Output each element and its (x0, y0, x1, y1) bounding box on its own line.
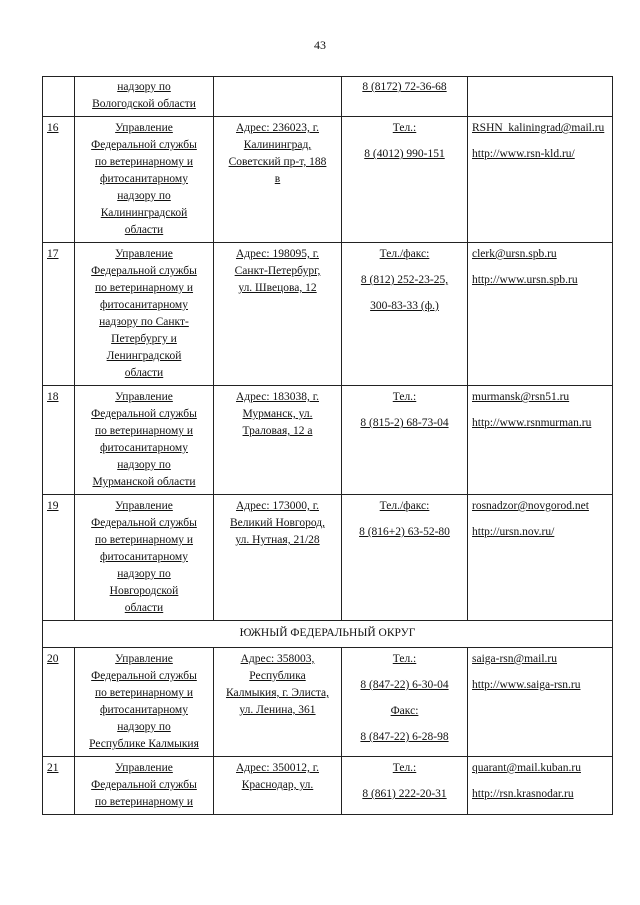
organization-name-line: надзору по (117, 568, 171, 580)
contact-cell[interactable] (468, 495, 613, 621)
phone-cell (342, 495, 468, 621)
organization-name-line: надзору по (117, 721, 171, 733)
address-cell-line: в (274, 173, 281, 185)
contact-cell[interactable] (468, 117, 613, 243)
organization-name-line: надзору по (117, 190, 171, 202)
phone-cell-line: 8 (861) 222-20-31 (362, 788, 447, 800)
organization-name-line: фитосанитарному (100, 704, 188, 716)
row-number: 21 (43, 757, 75, 815)
table-row (43, 757, 613, 815)
organization-name-line: по ветеринарному и (94, 796, 194, 808)
phone-cell-line: 8 (816+2) 63-52-80 (359, 526, 450, 538)
address-cell (214, 648, 342, 757)
table-row (43, 386, 613, 495)
phone-cell-line: Факс: (390, 705, 419, 717)
contact-cell-line[interactable]: murmansk@rsn51.ru (472, 391, 570, 403)
phone-cell-line: 8 (815-2) 68-73-04 (360, 417, 449, 429)
address-cell (214, 757, 342, 815)
address-cell-line: Калмыкия, г. Элиста, (225, 687, 329, 699)
organization-name-line: по ветеринарному и (94, 282, 194, 294)
organization-name-line: Управление (115, 500, 173, 512)
organization-name-line: области (124, 602, 164, 614)
address-cell-line: Адрес: 358003, (240, 653, 315, 665)
organization-name (75, 77, 214, 117)
address-cell (214, 243, 342, 386)
row-number (43, 77, 75, 117)
organization-name-line: Управление (115, 391, 173, 403)
phone-cell-line: 8 (847-22) 6-30-04 (360, 679, 449, 691)
address-cell-line: Краснодар, ул. (241, 779, 314, 791)
phone-cell-line: 8 (847-22) 6-28-98 (360, 731, 449, 743)
organization-name-line: Новгородской (109, 585, 179, 597)
phone-cell-line: Тел.: (392, 122, 417, 134)
contact-cell-line[interactable]: http://www.rsn-kld.ru/ (472, 148, 575, 160)
phone-cell-line: Тел./факс: (379, 248, 430, 260)
contact-cell-line[interactable]: saiga-rsn@mail.ru (472, 653, 557, 665)
phone-cell-line: Тел.: (392, 391, 417, 403)
phone-cell-line: 8 (8172) 72-36-68 (362, 81, 447, 93)
organization-name-line: Калининградской (100, 207, 188, 219)
phone-cell-line: 8 (812) 252-23-25, (360, 274, 449, 286)
address-cell-line: Адрес: 183038, г. (235, 391, 319, 403)
phone-cell-line: Тел.: (392, 762, 417, 774)
organization-name-line: надзору по (117, 459, 171, 471)
table-body (43, 77, 613, 621)
organization-name (75, 648, 214, 757)
organization-name-line: Федеральной службы (91, 139, 197, 151)
table-body-south (43, 648, 613, 815)
address-cell-line: Адрес: 198095, г. (235, 248, 319, 260)
address-cell-line: Адрес: 173000, г. (235, 500, 319, 512)
row-number: 20 (43, 648, 75, 757)
contact-cell-line[interactable]: http://rsn.krasnodar.ru (472, 788, 574, 800)
phone-cell (342, 117, 468, 243)
contact-cell-line[interactable]: http://www.ursn.spb.ru (472, 274, 578, 286)
registry-table (42, 76, 613, 815)
contact-cell-line[interactable]: rosnadzor@novgorod.net (472, 500, 589, 512)
address-cell-line: Великий Новгород, (230, 517, 325, 529)
contact-cell-line[interactable]: http://www.rsnmurman.ru (472, 417, 592, 429)
organization-name-line: по ветеринарному и (94, 534, 194, 546)
phone-cell (342, 386, 468, 495)
address-cell-line: Адрес: 350012, г. (235, 762, 319, 774)
address-cell (214, 495, 342, 621)
address-cell-line: Советский пр-т, 188 (228, 156, 327, 168)
organization-name-line: Управление (115, 122, 173, 134)
district-row (43, 621, 613, 648)
address-cell-line: Санкт-Петербург, (234, 265, 321, 277)
address-cell-line: Адрес: 236023, г. (235, 122, 319, 134)
phone-cell-line: 300-83-33 (ф.) (370, 300, 439, 312)
contact-cell[interactable] (468, 757, 613, 815)
organization-name-line: области (124, 367, 164, 379)
phone-cell (342, 77, 468, 117)
row-number: 19 (43, 495, 75, 621)
organization-name-line: Федеральной службы (91, 408, 197, 420)
address-cell-line: ул. Ленина, 361 (239, 704, 316, 716)
page-number: 43 (314, 38, 326, 52)
organization-name-line: Ленинградской (106, 350, 182, 362)
table-row (43, 648, 613, 757)
address-cell-line: ул. Нутная, 21/28 (235, 534, 320, 546)
row-number: 17 (43, 243, 75, 386)
address-cell-line: Траловая, 12 а (242, 425, 313, 437)
organization-name-line: Федеральной службы (91, 265, 197, 277)
organization-name-line: Федеральной службы (91, 517, 197, 529)
organization-name (75, 495, 214, 621)
organization-name-line: фитосанитарному (100, 551, 188, 563)
table-row (43, 243, 613, 386)
phone-cell-line: 8 (4012) 990-151 (364, 148, 445, 160)
organization-name-line: Управление (115, 653, 173, 665)
address-cell-line: ул. Швецова, 12 (238, 282, 317, 294)
phone-cell (342, 648, 468, 757)
phone-cell (342, 757, 468, 815)
contact-cell-line[interactable]: RSHN_kaliningrad@mail.ru (472, 122, 605, 134)
address-cell-line: Калининград, (243, 139, 312, 151)
contact-cell[interactable] (468, 648, 613, 757)
organization-name-line: Республике Калмыкия (89, 738, 199, 750)
organization-name-line: Петербургу и (111, 333, 177, 345)
contact-cell-line[interactable]: quarant@mail.kuban.ru (472, 762, 581, 774)
organization-name (75, 757, 214, 815)
contact-cell[interactable] (468, 243, 613, 386)
row-number: 18 (43, 386, 75, 495)
organization-name-line: фитосанитарному (100, 299, 188, 311)
organization-name-line: области (124, 224, 164, 236)
contact-cell-line[interactable]: http://ursn.nov.ru/ (472, 526, 555, 538)
contact-cell-line[interactable]: clerk@ursn.spb.ru (472, 248, 557, 260)
table-row (43, 495, 613, 621)
address-cell (214, 386, 342, 495)
organization-name-line: надзору по (117, 81, 171, 93)
district-heading: ЮЖНЫЙ ФЕДЕРАЛЬНЫЙ ОКРУГ (43, 621, 613, 648)
address-cell-line: Мурманск, ул. (242, 408, 313, 420)
organization-name-line: Управление (115, 762, 173, 774)
organization-name-line: фитосанитарному (100, 173, 188, 185)
organization-name-line: Федеральной службы (91, 779, 197, 791)
contact-cell[interactable] (468, 77, 613, 117)
organization-name-line: Вологодской области (92, 98, 196, 110)
organization-name-line: по ветеринарному и (94, 156, 194, 168)
table-row (43, 77, 613, 117)
phone-cell-line: Тел./факс: (379, 500, 430, 512)
organization-name-line: по ветеринарному и (94, 687, 194, 699)
organization-name-line: Мурманской области (92, 476, 196, 488)
phone-cell-line: Тел.: (392, 653, 417, 665)
organization-name-line: фитосанитарному (100, 442, 188, 454)
contact-cell[interactable] (468, 386, 613, 495)
organization-name-line: Управление (115, 248, 173, 260)
phone-cell (342, 243, 468, 386)
row-number: 16 (43, 117, 75, 243)
address-cell-line: Республика (249, 670, 306, 682)
address-cell (214, 117, 342, 243)
organization-name (75, 117, 214, 243)
organization-name-line: Федеральной службы (91, 670, 197, 682)
address-cell (214, 77, 342, 117)
organization-name (75, 243, 214, 386)
organization-name-line: по ветеринарному и (94, 425, 194, 437)
table-row (43, 117, 613, 243)
organization-name-line: надзору по Санкт- (99, 316, 189, 328)
contact-cell-line[interactable]: http://www.saiga-rsn.ru (472, 679, 581, 691)
organization-name (75, 386, 214, 495)
